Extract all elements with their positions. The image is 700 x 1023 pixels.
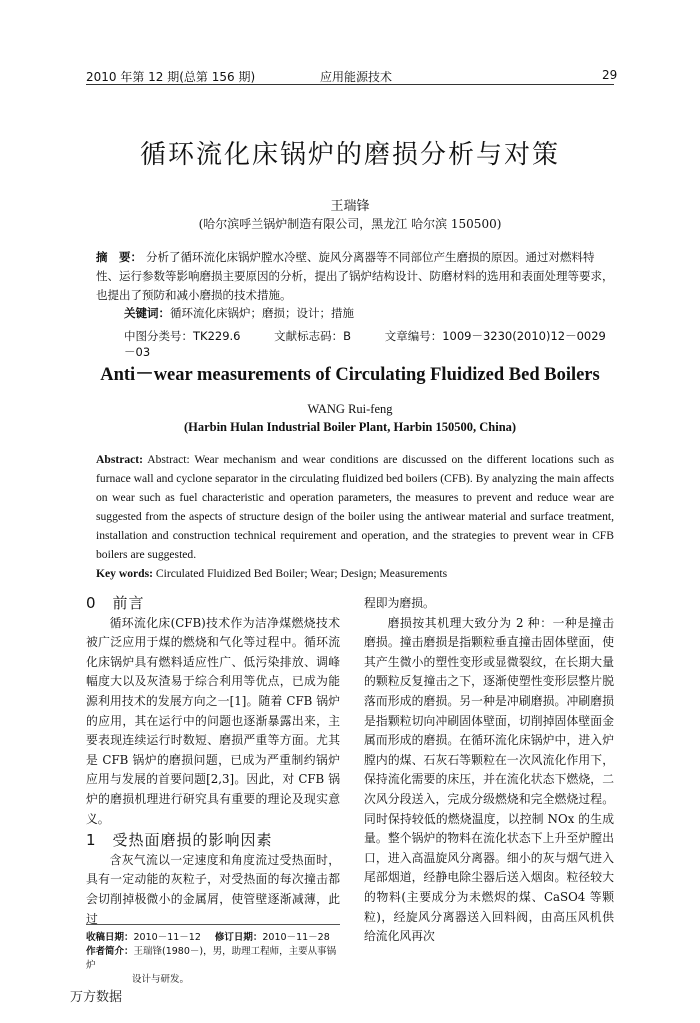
title-cn: 循环流化床锅炉的磨损分析与对策 xyxy=(139,140,560,170)
right-column xyxy=(364,594,614,947)
article-number: 文章编号：1009－3230(2010)12－0029－03 xyxy=(124,329,606,359)
wear-mechanism-paragraph: 磨损按其机理大致分为 2 种：一种是撞击磨损。撞击磨损是指颗粒垂直撞击固体壁面，使其产生微小的塑性变形或显微裂纹，在长期大量的颗粒反复撞击之下，逐渐使塑性变形层整片脱落而形成的磨损。另一种是冲刷磨损。冲刷磨损是指颗粒切向冲刷固体壁面，切削掉固体壁面金属而形成的磨损。在循环流化床锅炉中，进入炉膛内的煤、石灰石等颗粒在一次风流化作用下，保持流化需要的床压，并在流化状态下燃烧，二次风分段送入，完成分级燃烧和完全燃烧过程。同时保持较低的燃烧温度，以控制 NOx 的生成量。整个锅炉的物料在流化状态下上升至炉膛出口，进入高温旋风分离器。细小的灰与烟气进入尾部烟道，经静电除尘器后送入烟囱。粒径较大的物料(主要成分为未燃烬的煤、CaSO4 等颗粒)，经旋风分离器送入回料阀，由高压风机供给流化风再次 xyxy=(364,615,614,944)
section-0-heading xyxy=(86,594,340,614)
keywords-cn-text: 循环流化床锅炉；磨损；设计；措施 xyxy=(170,306,354,320)
keywords-en-label: Key words: xyxy=(96,567,153,580)
keywords-en-text: Circulated Fluidized Bed Boiler; Wear; Design; Measurements xyxy=(155,567,448,580)
keywords-cn-label: 关键词： xyxy=(124,306,170,320)
section-1-paragraph: 含灰气流以一定速度和角度流过受热面时，具有一定动能的灰粒子，对受热面的每次撞击都会切削掉极微小的金属屑，使管壁逐渐减薄，此过 xyxy=(86,852,340,926)
footnote xyxy=(86,924,340,987)
abstract-en-text: Abstract: Wear mechanism and wear conditions are discussed on the different locations such as furnace wall and cyclone separator in the circulating fluidized bed boilers (CFB). By analyzing the main affects on wear such as fuel characteristic and operation parameters, the measures to prevent and reduce wear are suggested from the aspects of structure design of the boiler using the antiwear material and surface treatment, installation and construction technical requirement and operation, and the strategies to prevent wear in CFB boilers are suggested. xyxy=(96,453,614,561)
watermark: 万方数据 xyxy=(70,990,123,1005)
revised-label: 修订日期： xyxy=(214,932,263,943)
bio-label: 作者简介： xyxy=(86,946,134,957)
author-bio: 王瑞锋(1980－)，男，助理工程师，主要从事锅炉 xyxy=(86,946,337,971)
section-1-title: 受热面磨损的影响因素 xyxy=(112,831,273,850)
abstract-cn-text: 分析了循环流化床锅炉膛水冷壁、旋风分离器等不同部位产生磨损的原因。通过对燃料特性、运行参数等影响磨损主要原因的分析，提出了锅炉结构设计、防磨材料的选用和表面处理等要求，也提出了预防和减小磨损的技术措施。 xyxy=(96,250,614,302)
header-rule xyxy=(86,84,614,85)
section-0-paragraph: 循环流化床(CFB)技术作为洁净煤燃烧技术被广泛应用于煤的燃烧和气化等过程中。循环流化床锅炉具有燃料适应性广、低污染排放、调峰幅度大以及灰渣易于综合利用等优点，已成为能源利用技术的发展方向之一[1]。随着 CFB 锅炉的应用，其在运行中的问题也逐渐暴露出来，主要表现连续运行时数短、磨损严重等方面。尤其是 CFB 锅炉的磨损问题，已成为严重制约锅炉应用与发展的首要问题[2,3]。因此，对 CFB 锅炉的磨损机理进行研究具有重要的理论及现实意义。 xyxy=(86,615,340,826)
revised-date: 2010－11－28 xyxy=(262,932,330,943)
author-cn: 王瑞锋 xyxy=(330,199,370,214)
affiliation-cn: (哈尔滨呼兰锅炉制造有限公司，黑龙江 哈尔滨 150500) xyxy=(198,217,502,231)
section-0-number: 0 xyxy=(86,594,97,612)
section-0-title: 前言 xyxy=(112,594,145,612)
section-1-heading xyxy=(86,831,340,851)
journal-name: 应用能源技术 xyxy=(320,70,393,84)
classification-line xyxy=(124,328,614,360)
continued-text: 程即为磨损。 xyxy=(364,596,435,610)
received-label: 收稿日期： xyxy=(86,932,134,943)
received-date: 2010－11－12 xyxy=(133,932,201,943)
abstract-en-label: Abstract: xyxy=(96,453,144,466)
doc-code: 文献标志码：B xyxy=(274,329,352,343)
author-en: WANG Rui-feng xyxy=(307,402,393,416)
affiliation-en: (Harbin Hulan Industrial Boiler Plant, Harbin 150500, China) xyxy=(183,420,517,434)
section-1-number: 1 xyxy=(86,831,97,850)
abstract-en xyxy=(96,450,614,583)
abstract-cn xyxy=(96,248,614,305)
left-column xyxy=(86,594,340,929)
title-en: Anti－wear measurements of Circulating Fluidized Bed Boilers xyxy=(100,365,600,385)
page-number: 29 xyxy=(602,68,618,82)
abstract-cn-label: 摘 要： xyxy=(96,250,142,264)
journal-issue: 2010 年第 12 期(总第 156 期) xyxy=(86,70,256,84)
author-bio-cont: 设计与研发。 xyxy=(132,974,190,985)
clc-number: 中图分类号：TK229.6 xyxy=(124,329,241,343)
keywords-cn xyxy=(124,305,354,321)
running-header xyxy=(0,0,700,90)
